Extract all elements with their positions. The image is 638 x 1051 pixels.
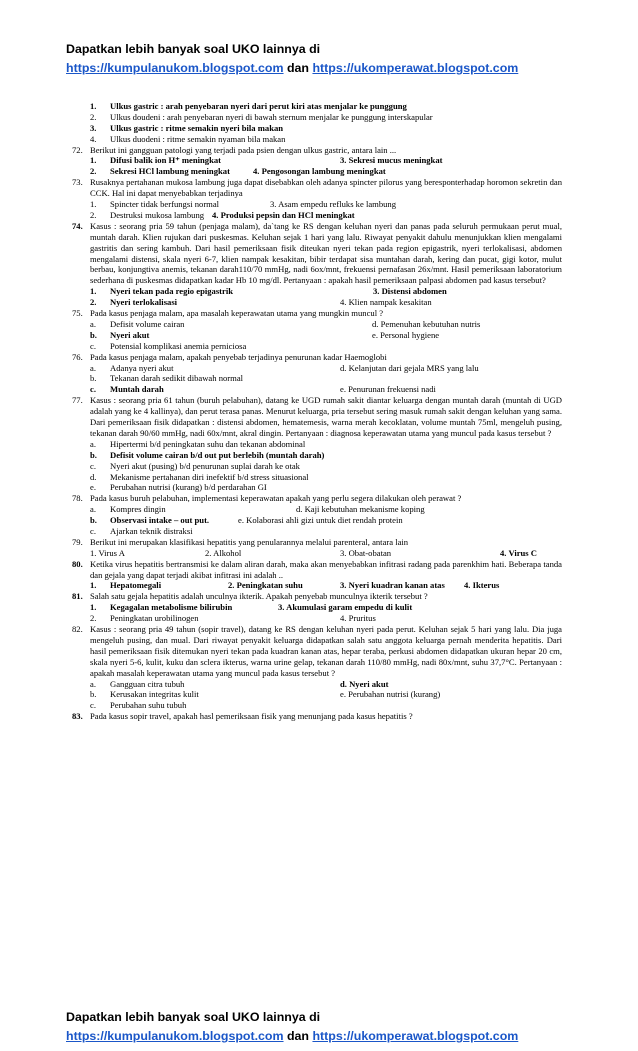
answer-row (90, 580, 562, 591)
question-text: Kasus : seorang pria 59 tahun (penjaga malam), da`tang ke RS dengan keluhan nyeri dan panas pada seluruh permukaan perut mual, muntah darah. Klien rujukan dari puskesmas. Keluhan sejak 1 hari yang lalu. Riwayat penyakit dahulu menunjukkan klien mengalami gastritis dan sering kambuh. Dari hasil pemeriksaan fisik diteukan nyeri tekan pada region epigastrik, nyeri terlokalisasi, abdomen mengalami distensi, skala nyeri 6-7, klien nampak kesakitan, bibir terdapat sisa muntahan darah, kering dan pucat, gigi kotor, mulut berbau, konjungtiva anemis, tekanan darah110/70 mmHg, nadi 6ox/mnt, frekuensi pernafasan 26x/mnt. Hasil pemeriksaan laboratorium sederhana di puskesmas didapatkan kadar Hb 10 mg/dl. Pertanyaan : apakah hasil pemeriksaan palpasi abdomen pad kasus tersebut? (90, 220, 562, 286)
answer-option: 1. (90, 286, 97, 297)
question-76 (72, 352, 562, 363)
answer-option: c. (90, 460, 96, 471)
answer-option: b. (90, 689, 97, 700)
answer-option: 2. Alkohol (205, 547, 242, 558)
answer-option: Perubahan suhu tubuh (110, 700, 187, 711)
question-72 (72, 145, 562, 156)
footer-link-ukomperawat[interactable]: https://ukomperawat.blogspot.com (312, 1029, 519, 1043)
question-text: Berikut ini gangguan patologi yang terjadi pada psien dengan ulkus gastric, antara lain ... (90, 144, 397, 155)
question-74 (72, 221, 562, 286)
answer-option: Ulkus gastric : arah penyebaran nyeri dari perut kiri atas menjalar ke punggung (110, 101, 407, 111)
answer-option: 2. (90, 613, 97, 624)
answer-option: 3. Akumulasi garam empedu di kulit (278, 602, 413, 613)
answer-option: 1. Virus A (90, 547, 125, 558)
header-links (66, 59, 586, 78)
question-text: Pada kasus penjaga malam, apakah penyebab terjadinya penurunan kadar Haemoglobi (90, 351, 387, 362)
answer-option: Peningkatan urobilinogen (110, 613, 199, 624)
answer-row (90, 689, 562, 700)
answer-row (90, 450, 562, 461)
question-78 (72, 493, 562, 504)
question-list (72, 101, 562, 722)
answer-option: c. (90, 700, 96, 711)
footer-dan: dan (283, 1029, 313, 1043)
question-number: 73. (72, 177, 83, 188)
question-text: Salah satu gejala hepatitis adalah unculnya ikterik. Apakah penyebab munculnya ikterik tersebut ? (90, 591, 428, 602)
question-text: Kasus : seorang pria 49 tahun (sopir travel), datang ke RS dengan keluhan nyeri pada perut. Keluhan sejak 5 hari yang lalu. Dia juga mengeluh pusing, dan mual. Dari riwayat penyakit keluarga didapatkan salah satu anggota keluarga pernah menderita hepatitis. Dari hasil pemeriksaan fisik ditemukan nyeri tekan pada kuadran kanan atas, hepar teraba, perkusi abdomen didapatkan ukuran hepar 20 cm, skala nyeri 5-6, kulit, kuku dan sclera ikterus, warna urine gelap, tekanan darah 110/80 mmHg, nadi 80x/mnt, suhu 37,7°C. Pertanyaan : apakah masalah keperawatan utama yang muncul pada kasus tersebut ? (90, 624, 562, 678)
answer-option: d. (90, 471, 97, 482)
answer-option: Ulkus duodeni : ritme semakin nyaman bila makan (110, 133, 286, 144)
page-footer (66, 1008, 586, 1046)
question-text: Kasus : seorang pria 61 tahun (buruh pelabuhan), datang ke UGD rumah sakit diantar keluarga dengan muntah darah (muntah di UGD adalah yang ke 4 kallinya), dan perut terasa panas. Menurut keluarga, pria tersebut sering masuk rumah sakit dengan keluhan yang sama. Dari pemeriksaan fisik didapatkan : distensi abdomen, hematemesis, warna merah kecoklatan, volume muntah 75ml, mengeluh pusing, tekanan darah 90/60 mmHg, nadi 60x/mnt, akral dingin. Pertanyaan : diagnosa keperawatan utama yang muncul pada kasus tersebut ? (90, 395, 562, 438)
footer-line: Dapatkan lebih banyak soal UKO lainnya di (66, 1010, 321, 1024)
answer-option: Destruksi mukosa lambung (110, 209, 205, 220)
answer-option: 3. Nyeri kuadran kanan atas (340, 580, 445, 591)
answer-option: Sekresi HCl lambung meningkat (110, 166, 230, 177)
question-number: 83. (72, 711, 83, 722)
answer-option: 1. (90, 199, 97, 210)
answer-row (90, 123, 562, 134)
answer-option: Spincter tidak berfungsi normal (110, 199, 220, 210)
answer-option: 4. Produksi pepsin dan HCl meningkat (212, 209, 355, 220)
question-text: Pada kasus buruh pelabuhan, implementasi keperawatan apakah yang perlu segera dilakukan oleh perawat ? (90, 493, 462, 504)
answer-option: 1. (90, 101, 97, 111)
question-83 (72, 711, 562, 722)
question-number: 74. (72, 220, 83, 231)
question-number: 77. (72, 395, 83, 406)
answer-option: Ulkus doudeni : arah penyebaran nyeri di bawah sternum menjalar ke punggung interskapular (110, 111, 433, 122)
answer-row (90, 166, 562, 177)
answer-option: a. (90, 362, 96, 373)
question-number: 76. (72, 351, 83, 362)
answer-option: 3. Distensi abdomen (373, 286, 447, 297)
answer-row (90, 286, 562, 297)
answer-option: Mekanisme pertahanan diri inefektif b/d stress situasional (110, 471, 309, 482)
answer-row (90, 602, 562, 613)
answer-row (90, 101, 562, 112)
answer-option: Difusi balik ion H⁺ meningkat (110, 155, 222, 166)
answer-row (90, 112, 562, 123)
answer-row (90, 461, 562, 472)
answer-option: 4. Ikterus (464, 580, 500, 591)
question-text: Ketika virus hepatitis bertransmisi ke dalam aliran darah, maka akan menyebabkan infitrasi radang pada parenkhim hati. Beberapa tanda dan gejala yang dapat terjadi akibat infitrasi ini adalah .. (90, 558, 562, 580)
answer-option: Ajarkan teknik distraksi (110, 525, 193, 536)
answer-option: 2. (90, 166, 97, 177)
answer-option: e. Kolaborasi ahli gizi untuk diet rendah protein (238, 515, 403, 526)
answer-option: d. Kelanjutan dari gejala MRS yang lalu (340, 362, 479, 373)
question-80 (72, 559, 562, 581)
answer-option: 3. Obat-obatan (340, 547, 392, 558)
question-75 (72, 308, 562, 319)
answer-row (90, 363, 562, 374)
answer-option: d. Nyeri akut (340, 678, 389, 689)
answer-row (90, 472, 562, 483)
answer-option: b. (90, 449, 97, 460)
answer-row (90, 199, 562, 210)
answer-option: 1. (90, 580, 97, 591)
answer-row (90, 297, 562, 308)
question-82 (72, 624, 562, 679)
answer-option: Kegagalan metabolisme bilirubin (110, 602, 233, 613)
answer-row (90, 134, 562, 145)
answer-option: b. (90, 515, 97, 526)
answer-option: Nyeri terlokalisasi (110, 297, 178, 308)
answer-option: Kerusakan integritas kulit (110, 689, 199, 700)
answer-row (90, 515, 562, 526)
answer-row (90, 373, 562, 384)
answer-option: Perubahan nutrisi (kurang) b/d perdarahan GI (110, 482, 267, 493)
page-header (66, 40, 586, 78)
answer-row (90, 613, 562, 624)
question-text: Pada kasus sopir travel, apakah hasl pemeriksaan fisik yang menunjang pada kasus hepatitis ? (90, 711, 413, 722)
link-kumpulanukom[interactable]: https://kumpulanukom.blogspot.com (66, 61, 284, 75)
answer-option: 4. (90, 133, 97, 144)
answer-option: 3. Asam empedu refluks ke lambung (270, 199, 397, 210)
question-number: 78. (72, 493, 83, 504)
question-73 (72, 177, 562, 199)
answer-option: d. Kaji kebutuhan mekanisme koping (296, 504, 425, 515)
question-number: 79. (72, 536, 83, 547)
answer-option: 2. (90, 209, 97, 220)
question-number: 82. (72, 624, 83, 635)
question-text: Rusaknya pertahanan mukosa lambung juga dapat disebabkan oleh adanya spincter pilorus yang beresponterhadap horomon sekretin dan CCK. Hal ini dapat menyebabkan terjadinya (90, 177, 562, 199)
answer-option: Muntah darah (110, 384, 164, 395)
question-number: 75. (72, 308, 83, 319)
question-number: 81. (72, 591, 83, 602)
answer-option: e. Personal hygiene (372, 329, 440, 340)
answer-row (90, 319, 562, 330)
answer-option: 4. Pengosongan lambung meningkat (253, 166, 386, 177)
answer-row (90, 155, 562, 166)
answer-row (90, 548, 562, 559)
answer-option: a. (90, 678, 96, 689)
answer-option: e. (90, 482, 96, 493)
answer-option: 1. (90, 602, 97, 613)
answer-option: Defisit volume cairan (110, 318, 185, 329)
answer-option: e. Perubahan nutrisi (kurang) (340, 689, 441, 700)
answer-row (90, 210, 562, 221)
answer-option: e. Penurunan frekuensi nadi (340, 384, 436, 395)
answer-option: a. (90, 318, 96, 329)
answer-option: 4. Pruritus (340, 613, 376, 624)
answer-option: 2. Peningkatan suhu (228, 580, 303, 591)
answer-option: b. (90, 373, 97, 384)
answer-option: Hipertermi b/d peningkatan suhu dan tekanan abdominal (110, 438, 306, 449)
question-text: Berikut ini merupakan klasifikasi hepatitis yang penularannya melalui parenteral, antara lain (90, 536, 409, 547)
question-number: 80. (72, 558, 83, 569)
footer-link-kumpulanukom[interactable]: https://kumpulanukom.blogspot.com (66, 1029, 284, 1043)
answer-row (90, 504, 562, 515)
answer-option: Observasi intake – out put. (110, 515, 210, 526)
answer-option: c. (90, 384, 96, 395)
answer-row (90, 700, 562, 711)
question-79 (72, 537, 562, 548)
answer-option: Potensial komplikasi anemia perniciosa (110, 340, 247, 351)
answer-option: Adanya nyeri akut (110, 362, 174, 373)
answer-row (90, 526, 562, 537)
question-81 (72, 591, 562, 602)
answer-row (90, 341, 562, 352)
answer-row (90, 330, 562, 341)
question-text: Pada kasus penjaga malam, apa masalah keperawatan utama yang mungkin muncul ? (90, 308, 384, 319)
link-ukomperawat[interactable]: https://ukomperawat.blogspot.com (312, 61, 519, 75)
answer-option: 3. (90, 122, 97, 133)
answer-option: 3. Sekresi mucus meningkat (340, 155, 443, 166)
answer-option: d. Pemenuhan kebutuhan nutris (372, 318, 481, 329)
answer-row (90, 439, 562, 450)
answer-row (90, 384, 562, 395)
answer-option: Tekanan darah sedikit dibawah normal (110, 373, 244, 384)
question-number: 72. (72, 144, 83, 155)
answer-option: 4. Klien nampak kesakitan (340, 297, 432, 308)
answer-option: 2. (90, 111, 97, 122)
answer-row (90, 679, 562, 690)
answer-option: Kompres dingin (110, 504, 166, 515)
answer-option: Hepatomegali (110, 580, 162, 591)
answer-option: Defisit volume cairan b/d out put berlebih (muntah darah) (110, 449, 325, 460)
question-77 (72, 395, 562, 439)
answer-option: Ulkus gastric : ritme semakin nyeri bila makan (110, 122, 284, 133)
header-dan: dan (283, 61, 313, 75)
answer-option: Gangguan citra tubuh (110, 678, 185, 689)
answer-option: c. (90, 340, 96, 351)
answer-option: a. (90, 504, 96, 515)
answer-option: 4. Virus C (500, 547, 538, 558)
answer-option: 2. (90, 297, 97, 308)
answer-option: c. (90, 525, 96, 536)
answer-option: Nyeri tekan pada regio epigastrik (110, 286, 234, 297)
answer-option: Nyeri akut (110, 329, 150, 340)
answer-option: Nyeri akut (pusing) b/d penurunan suplai darah ke otak (110, 460, 300, 471)
answer-option: a. (90, 438, 96, 449)
header-line: Dapatkan lebih banyak soal UKO lainnya di (66, 42, 321, 56)
answer-option: 1. (90, 155, 97, 166)
answer-row (90, 482, 562, 493)
footer-links (66, 1027, 586, 1046)
answer-option: b. (90, 329, 97, 340)
